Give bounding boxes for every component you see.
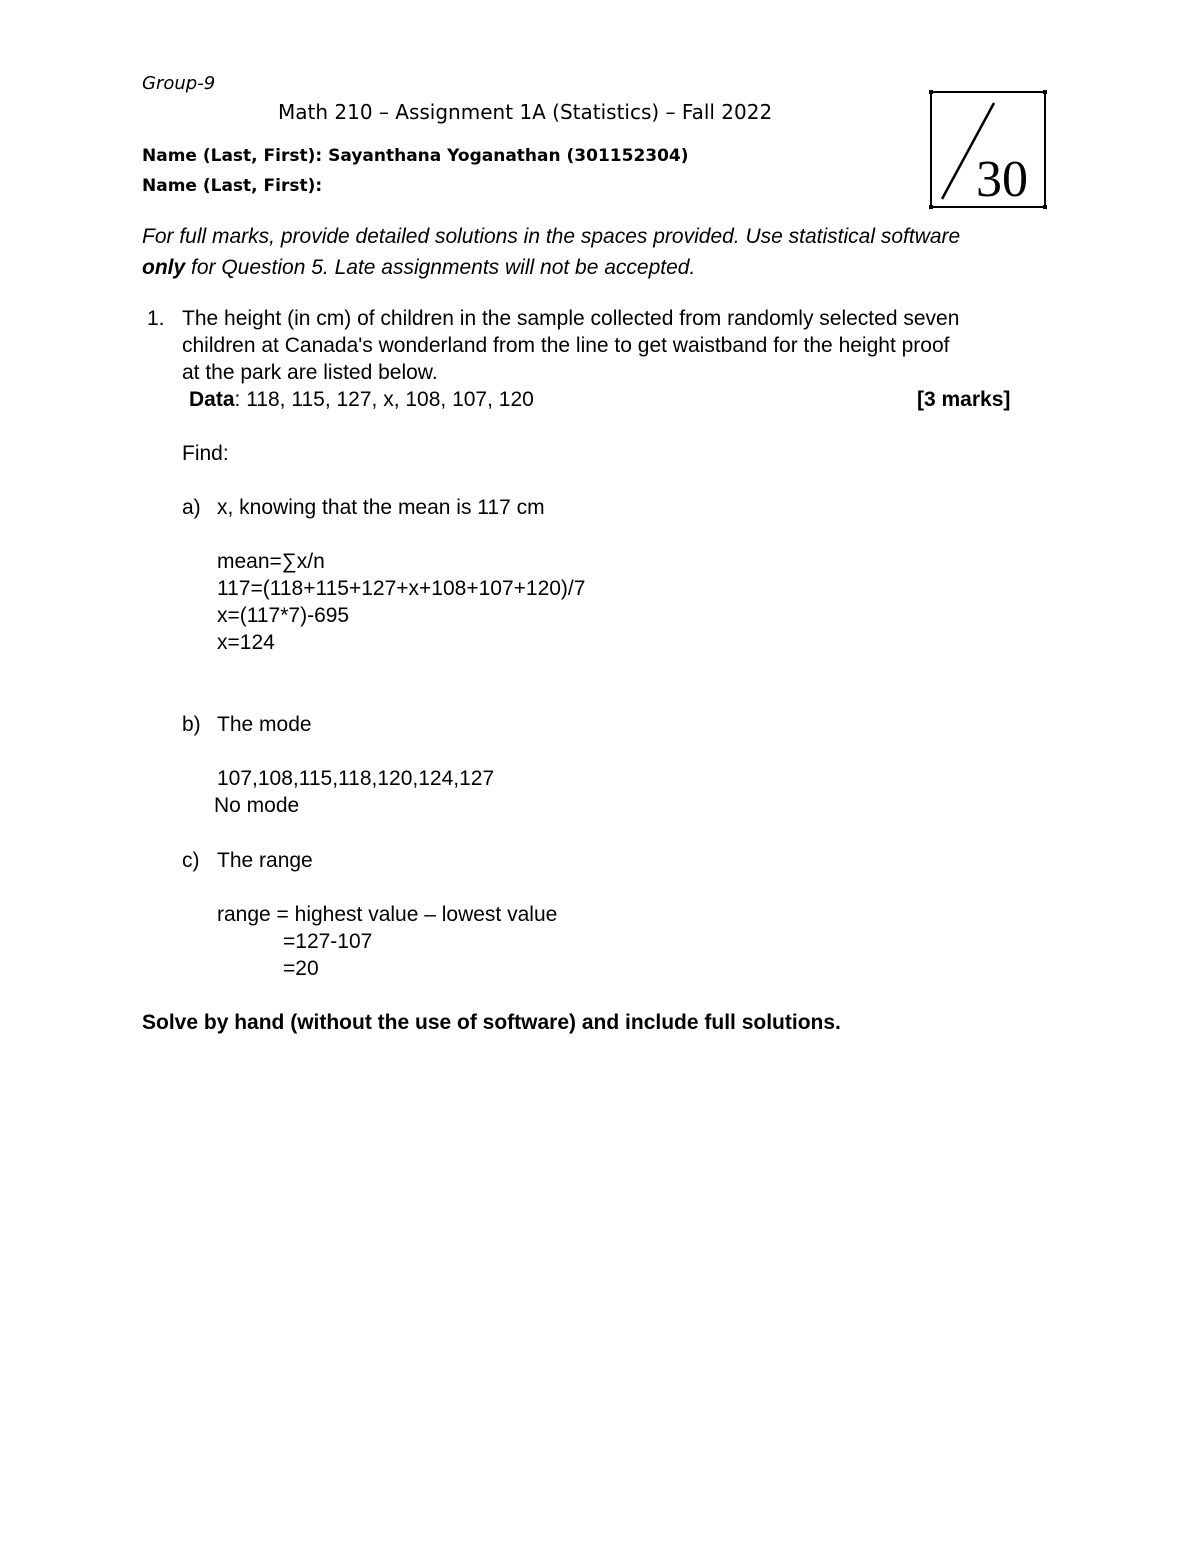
part-b-label: b) [182,713,201,736]
data-label: Data [189,388,235,411]
question-text-line-1: The height (in cm) of children in the sample collected from randomly selected seven [182,307,960,330]
part-c-prompt [182,849,313,873]
part-a-text: x, knowing that the mean is 117 cm [217,496,545,519]
name-line-1 [142,146,689,166]
question-text-line-2: children at Canada's wonderland from the line to get waistband for the height proof [182,334,950,357]
instructions-rest: for Question 5. Late assignments will not be accepted. [185,256,696,279]
name-label-2: Name (Last, First): [142,176,323,196]
part-b-prompt [182,713,312,737]
part-a-work-line: mean=∑x/n [217,550,325,573]
part-c-label: c) [182,849,200,872]
group-label: Group-9 [142,73,216,94]
solve-by-hand-note: Solve by hand (without the use of software) and include full solutions. [142,1011,841,1034]
score-total: 30 [976,151,1028,208]
data-line [189,388,534,412]
part-b-work-line: 107,108,115,118,120,124,127 [217,767,495,790]
instructions-emphasis: only [142,256,186,279]
assignment-title: Math 210 – Assignment 1A (Statistics) – Fall 2022 [278,100,773,124]
find-label: Find: [182,442,229,465]
part-a-prompt [182,496,545,520]
name-label-1: Name (Last, First): [142,146,323,166]
score-box-frame [928,89,1048,210]
instructions-line-1: For full marks, provide detailed solutions in the spaces provided. Use statistical software [142,225,961,248]
instructions-line-2 [142,256,695,280]
part-a-work-line: x=(117*7)-695 [217,604,350,627]
data-values: : 118, 115, 127, x, 108, 107, 120 [234,388,534,411]
part-a-label: a) [182,496,201,519]
part-a-work-line: x=124 [217,631,275,654]
part-c-work-line: =20 [283,957,319,980]
name-value-1: Sayanthana Yoganathan (301152304) [328,146,689,166]
part-c-text: The range [217,849,313,872]
part-b-work-line: No mode [214,794,300,817]
question-text-line-3: at the park are listed below. [182,361,438,384]
marks-label: [3 marks] [917,388,1011,411]
part-b-text: The mode [217,713,312,736]
part-a-work-line: 117=(118+115+127+x+108+107+120)/7 [217,577,586,600]
part-c-work-line: =127-107 [283,930,373,953]
score-box [928,89,1048,210]
question-number: 1. [147,307,165,330]
part-c-work-line: range = highest value – lowest value [217,903,558,926]
